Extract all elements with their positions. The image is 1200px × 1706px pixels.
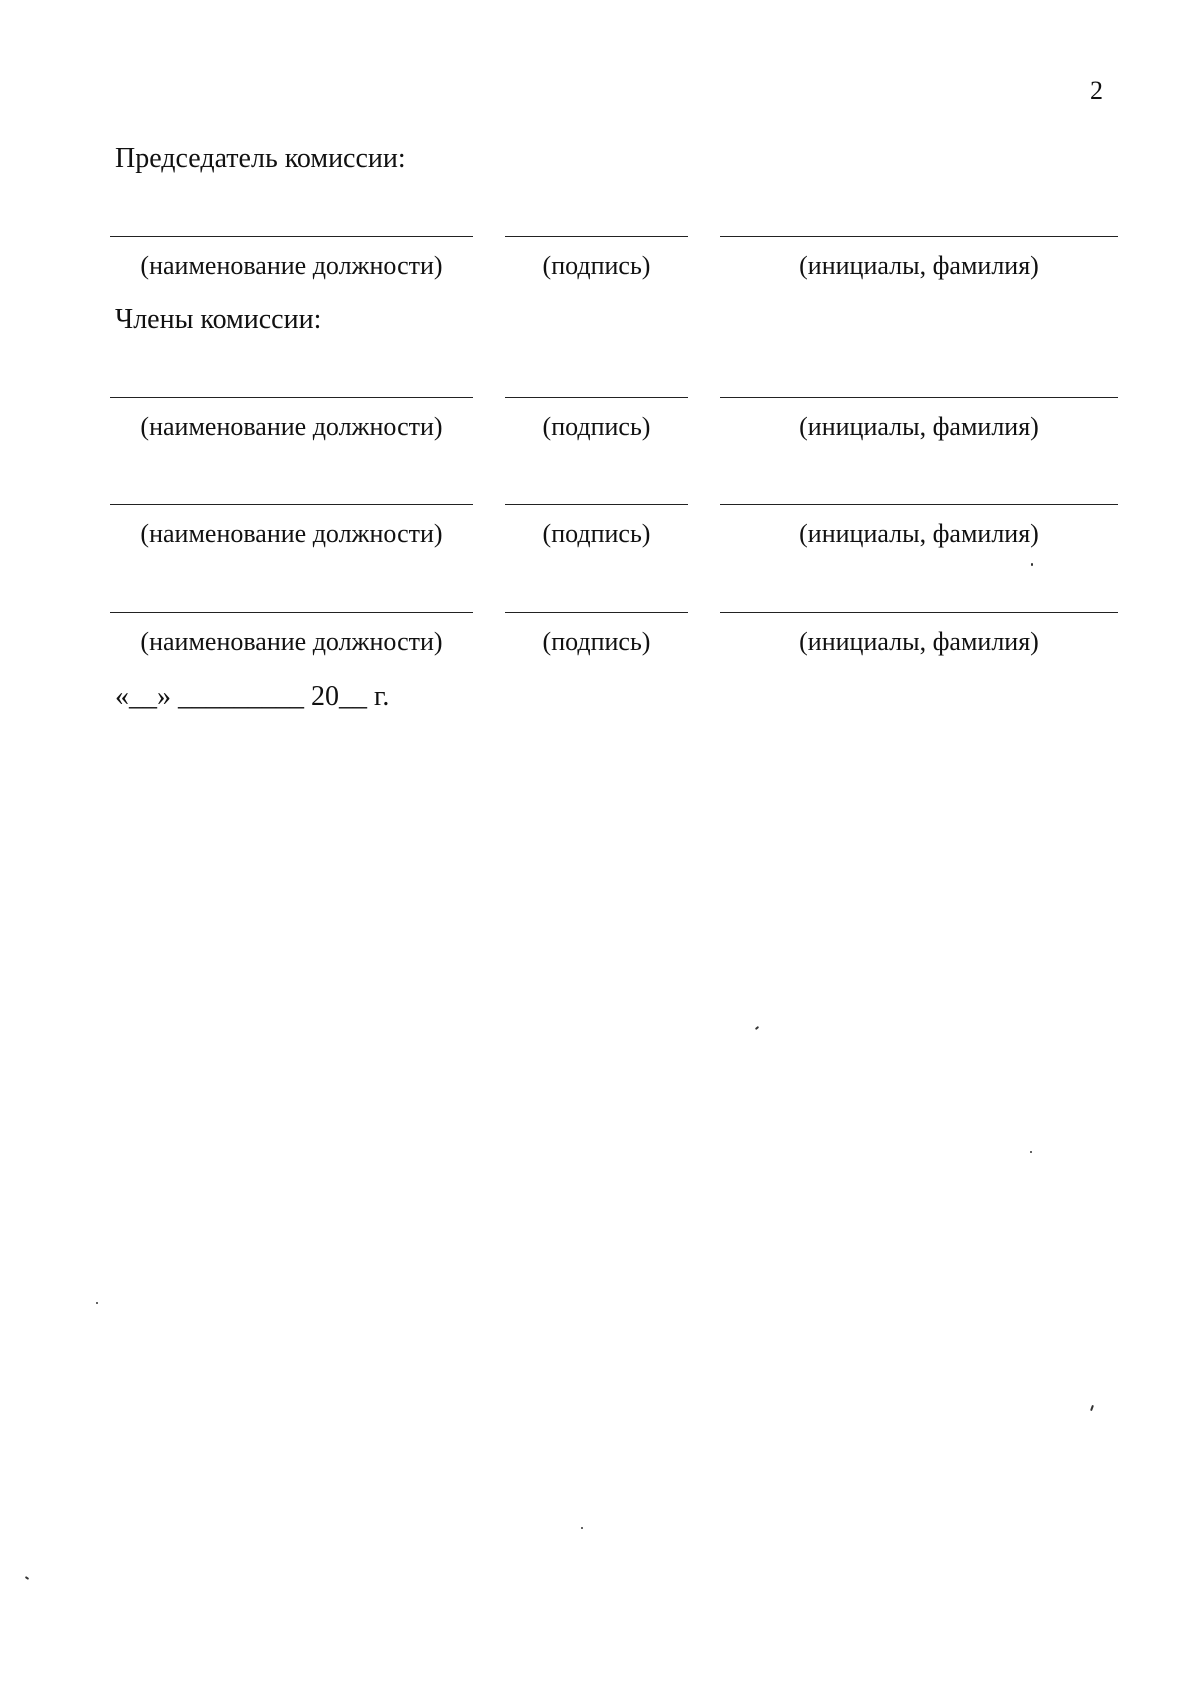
scan-speck [1031,563,1033,566]
member-signature-row-2 [0,504,1200,574]
scan-speck [581,1527,583,1529]
signature-caption: (подпись) [542,251,651,280]
name-line [720,236,1118,237]
member-signature-row-3 [0,612,1200,682]
signature-line [505,612,688,613]
date-line: «__» _________ 20__ г. [115,681,390,712]
position-caption: (наименование должности) [140,412,443,441]
signature-line [505,504,688,505]
scan-speck [1030,1151,1032,1153]
signature-caption: (подпись) [542,627,651,656]
name-caption: (инициалы, фамилия) [799,519,1039,548]
signature-line [505,397,688,398]
name-line [720,397,1118,398]
name-line [720,612,1118,613]
name-caption: (инициалы, фамилия) [799,412,1039,441]
chair-signature-row [0,236,1200,306]
position-caption: (наименование должности) [140,251,443,280]
members-heading: Члены комиссии: [115,304,322,335]
name-caption: (инициалы, фамилия) [799,251,1039,280]
scan-speck [96,1302,98,1304]
position-line [110,236,473,237]
position-caption: (наименование должности) [140,519,443,548]
position-line [110,612,473,613]
position-line [110,504,473,505]
member-signature-row-1 [0,397,1200,467]
scan-speck [25,1576,29,1580]
signature-caption: (подпись) [542,519,651,548]
scan-speck [755,1026,759,1030]
signature-line [505,236,688,237]
position-line [110,397,473,398]
chair-heading: Председатель комиссии: [115,143,406,174]
name-line [720,504,1118,505]
name-caption: (инициалы, фамилия) [799,627,1039,656]
signature-caption: (подпись) [542,412,651,441]
position-caption: (наименование должности) [140,627,443,656]
page-number: 2 [1090,76,1103,105]
scan-speck [1090,1405,1094,1411]
